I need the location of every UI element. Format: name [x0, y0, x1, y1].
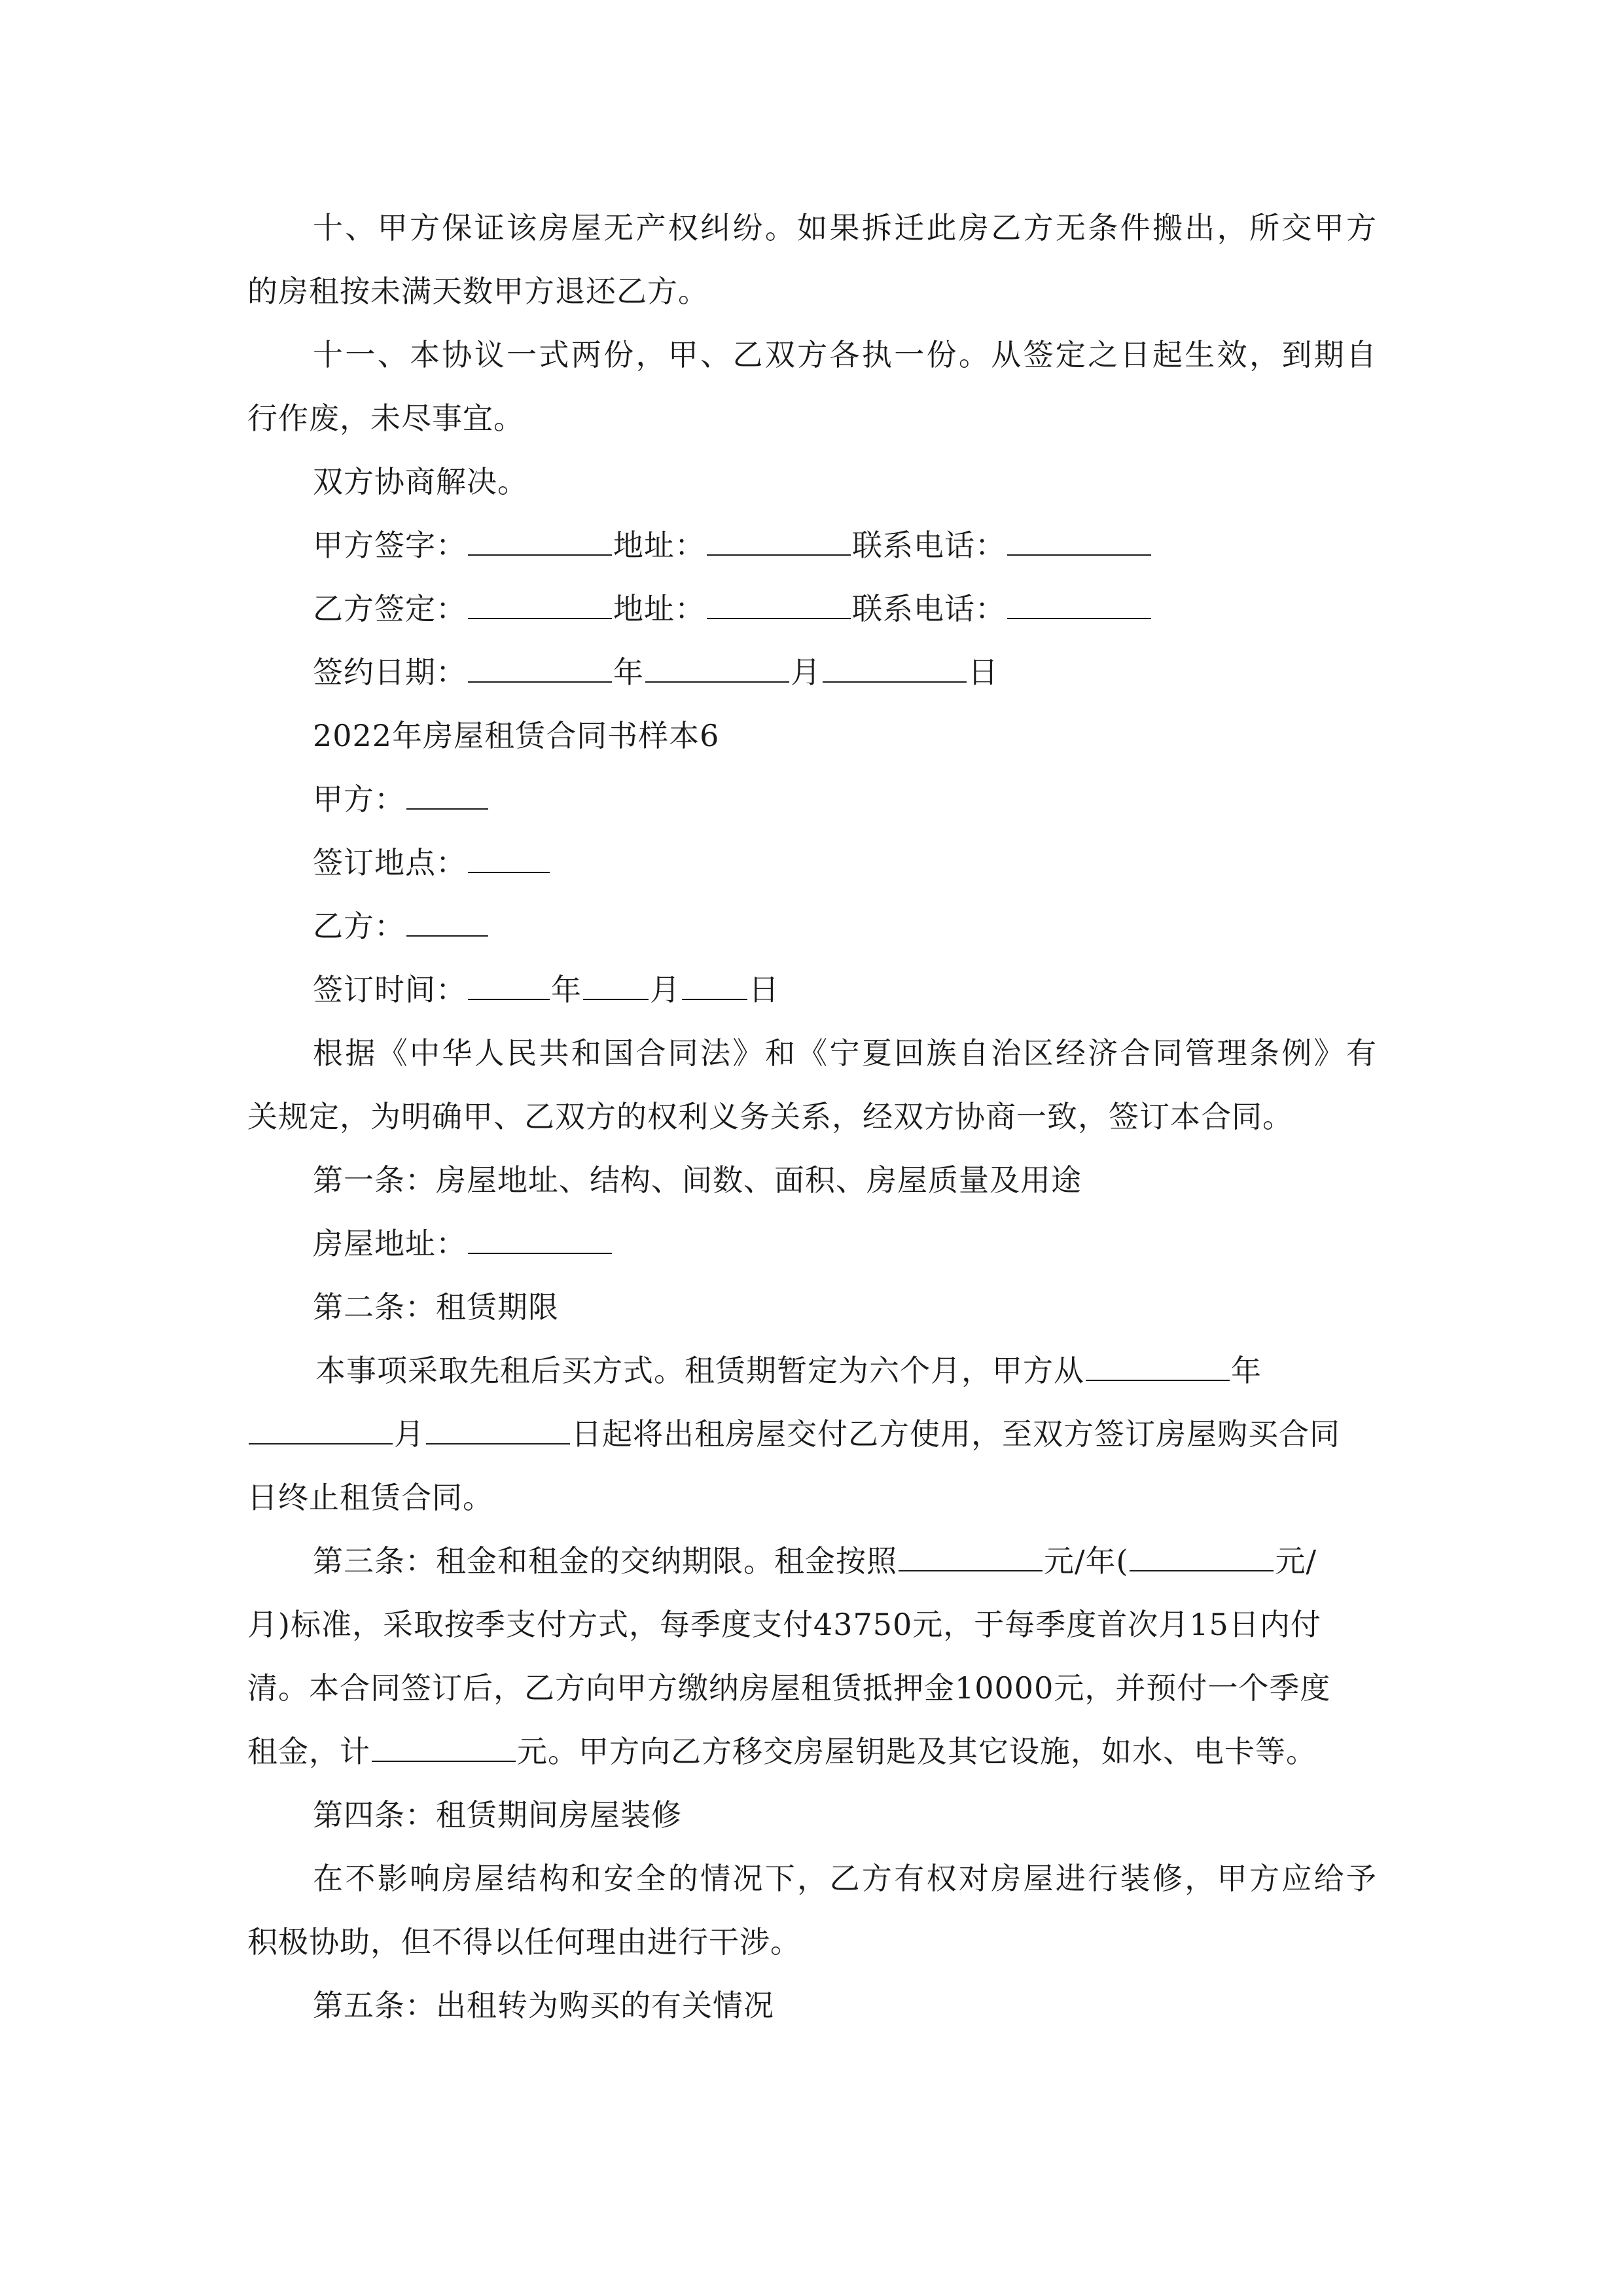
party-b-signature-row [247, 577, 1377, 641]
article-2-text-1: 本事项采取先租后买方式。租赁期暂定为六个月，甲方从 [315, 1353, 1084, 1388]
party-b-sign-blank[interactable] [468, 592, 612, 619]
house-address-label: 房屋地址： [313, 1226, 467, 1261]
article-2-text-2: 日起将出租房屋交付乙方使用，至双方签订房屋购买合同 [571, 1416, 1340, 1452]
article-3-line-1 [247, 1530, 1377, 1593]
article-3-line-3: 清。本合同签订后，乙方向甲方缴纳房屋租赁抵押金10000元，并预付一个季度 [247, 1670, 1331, 1706]
sign-time-year-label: 年 [551, 972, 582, 1007]
article-2-line-2 [247, 1403, 1377, 1466]
annual-rent-unit: 元/年( [1044, 1543, 1129, 1579]
party-a-phone-blank[interactable] [1007, 528, 1151, 556]
sign-time-day-blank[interactable] [682, 973, 747, 1000]
article-1-title: 第一条：房屋地址、结构、间数、面积、房屋质量及用途 [313, 1162, 1082, 1198]
sign-date-month-blank[interactable] [645, 655, 789, 683]
party-b-phone-blank[interactable] [1007, 592, 1151, 619]
sign-date-day-label: 日 [968, 655, 999, 690]
house-address-row [247, 1212, 1377, 1276]
sign-time-day-label: 日 [749, 972, 779, 1007]
sign-date-month-label: 月 [791, 655, 821, 690]
sign-date-day-blank[interactable] [823, 655, 967, 683]
party-b-address-label: 地址： [613, 591, 705, 626]
lease-start-day-blank[interactable] [426, 1417, 570, 1444]
basis-line-2: 关规定，为明确甲、乙双方的权利义务关系，经双方协商一致，签订本合同。 [247, 1099, 1293, 1134]
annual-rent-blank[interactable] [899, 1544, 1043, 1571]
article-3-line-2: 月)标准，采取按季支付方式，每季度支付43750元，于每季度首次月15日内付 [247, 1607, 1321, 1642]
article-5-title: 第五条：出租转为购买的有关情况 [313, 1988, 774, 2023]
article-2-line-3: 日终止租赁合同。 [247, 1480, 493, 1515]
party-a-sign-label: 甲方签字： [313, 528, 467, 563]
monthly-rent-blank[interactable] [1130, 1544, 1274, 1571]
clause-10-line-2: 的房租按未满天数甲方退还乙方。 [247, 274, 709, 309]
party-a-address-blank[interactable] [707, 528, 851, 556]
sample-6-title: 2022年房屋租赁合同书样本6 [313, 718, 720, 753]
sign-time-label: 签订时间： [313, 972, 467, 1007]
monthly-rent-unit: 元/ [1275, 1543, 1317, 1579]
basis-line-1: 根据《中华人民共和国合同法》和《宁夏回族自治区经济合同管理条例》有 [313, 1035, 1377, 1071]
party-b-row [247, 895, 1377, 958]
sign-time-year-blank[interactable] [468, 973, 550, 1000]
article-2-line-1 [247, 1339, 1377, 1403]
article-3-text-4a: 租金，计 [247, 1734, 370, 1769]
clause-10-line-1: 十、甲方保证该房屋无产权纠纷。如果拆迁此房乙方无条件搬出，所交甲方 [313, 210, 1377, 245]
article-3-text-4b: 元。甲方向乙方移交房屋钥匙及其它设施，如水、电卡等。 [517, 1734, 1317, 1769]
clause-11-line-1: 十一、本协议一式两份，甲、乙双方各执一份。从签定之日起生效，到期自 [313, 337, 1377, 372]
sign-date-label: 签约日期： [313, 655, 467, 690]
sign-place-blank[interactable] [468, 846, 550, 873]
article-2-title: 第二条：租赁期限 [313, 1289, 559, 1325]
party-a-signature-row [247, 514, 1377, 577]
article-4-line-2: 积极协助，但不得以任何理由进行干涉。 [247, 1924, 801, 1960]
party-b-blank[interactable] [406, 909, 488, 937]
lease-start-year-blank[interactable] [1086, 1354, 1230, 1381]
party-a-blank[interactable] [406, 782, 488, 810]
party-a-sign-blank[interactable] [468, 528, 612, 556]
clause-11-line-3: 双方协商解决。 [313, 464, 528, 499]
party-a-row [247, 768, 1377, 831]
sign-time-month-blank[interactable] [583, 973, 649, 1000]
article-3-line-4 [247, 1720, 1377, 1784]
prepaid-rent-blank[interactable] [372, 1734, 516, 1762]
sign-place-label: 签订地点： [313, 845, 467, 880]
party-b-sign-label: 乙方签定： [313, 591, 467, 626]
party-a-label: 甲方： [313, 781, 405, 817]
document-page [247, 196, 1377, 2037]
article-3-text-1: 第三条：租金和租金的交纳期限。租金按照 [313, 1543, 897, 1579]
article-4-line-1: 在不影响房屋结构和安全的情况下，乙方有权对房屋进行装修，甲方应给予 [313, 1861, 1377, 1896]
lease-start-month-label: 月 [394, 1416, 425, 1452]
sign-time-month-label: 月 [650, 972, 681, 1007]
party-a-address-label: 地址： [613, 528, 705, 563]
house-address-blank[interactable] [468, 1227, 612, 1254]
clause-11-line-2: 行作废，未尽事宜。 [247, 401, 524, 436]
party-a-phone-label: 联系电话： [852, 528, 1006, 563]
sign-date-year-label: 年 [613, 655, 644, 690]
sign-place-row [247, 831, 1377, 895]
article-4-title: 第四条：租赁期间房屋装修 [313, 1797, 682, 1833]
party-b-phone-label: 联系电话： [852, 591, 1006, 626]
party-b-address-blank[interactable] [707, 592, 851, 619]
sign-time-row [247, 958, 1377, 1022]
party-b-label: 乙方： [313, 908, 405, 944]
lease-start-year-label: 年 [1231, 1353, 1262, 1388]
sign-date-year-blank[interactable] [468, 655, 612, 683]
lease-start-month-blank[interactable] [249, 1417, 393, 1444]
sign-date-row [247, 641, 1377, 704]
